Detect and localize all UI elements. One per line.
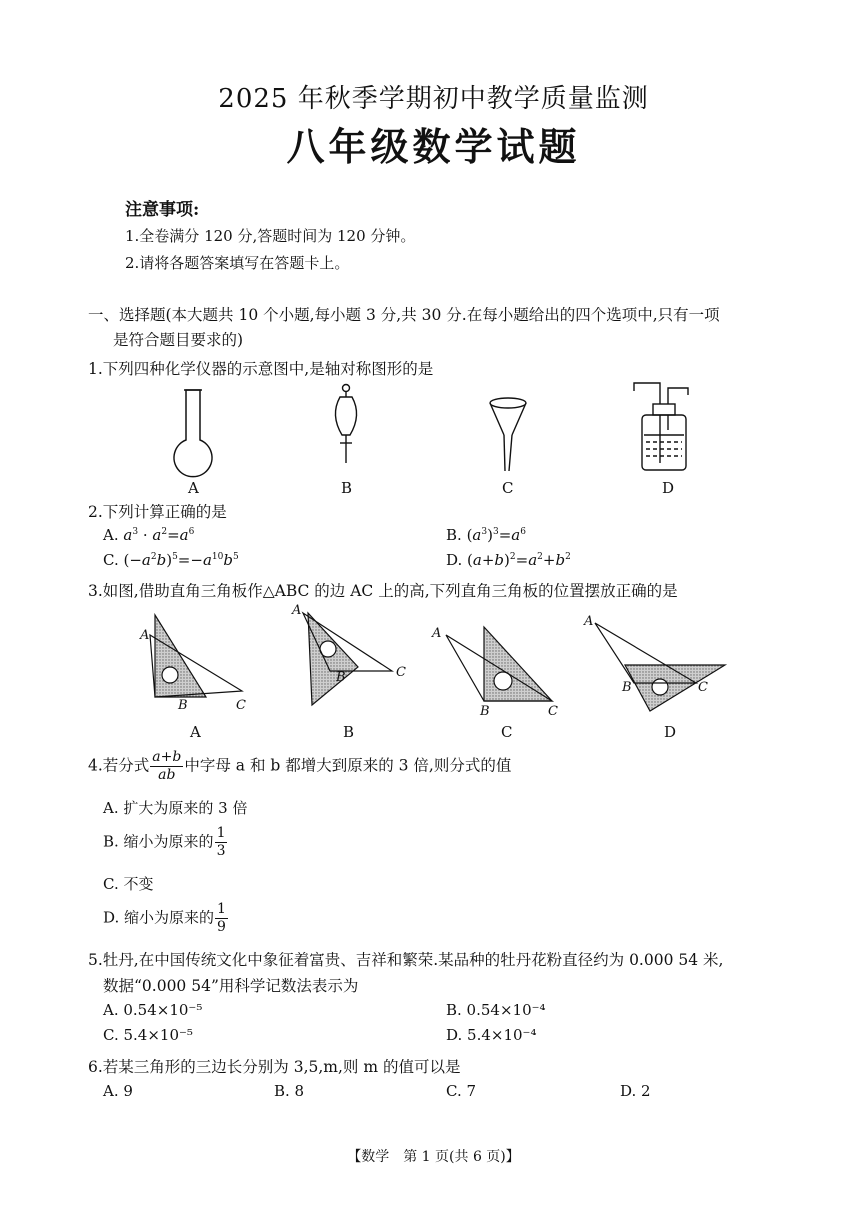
q5-option-b: B. 0.54×10⁻⁴ — [446, 1001, 546, 1019]
q1-instrument-figures — [0, 375, 867, 485]
q5-option-d: D. 5.4×10⁻⁴ — [446, 1026, 537, 1044]
section-heading: 一、选择题(本大题共 10 个小题,每小题 3 分,共 30 分.在每小题给出的四个选项中,只有一项 — [88, 306, 720, 324]
fig-b-vertex-c: C — [396, 665, 406, 680]
fig-d-vertex-c: C — [698, 680, 708, 695]
page-footer: 【数学 第 1 页(共 6 页)】 — [347, 1149, 520, 1165]
q3-label-d: D — [664, 723, 677, 741]
q1-label-d: D — [662, 479, 675, 497]
figure-b — [303, 613, 392, 705]
q2-stem: 2.下列计算正确的是 — [88, 503, 227, 521]
figure-c — [446, 627, 552, 701]
q3-stem: 3.如图,借助直角三角板作△ABC 的边 AC 上的高,下列直角三角板的位置摆放正确的是 — [88, 582, 678, 600]
fig-c-vertex-a: A — [432, 626, 442, 641]
q4-option-a: A. 扩大为原来的 3 倍 — [103, 799, 248, 817]
q1-label-b: B — [341, 479, 353, 497]
q3-triangle-figures — [0, 605, 867, 715]
q4-option-c: C. 不变 — [103, 875, 154, 893]
exam-title: 八年级数学试题 — [286, 124, 581, 169]
flask-figure — [174, 390, 212, 477]
gas-bottle-figure — [634, 383, 688, 470]
figure-a — [150, 615, 242, 697]
q2-option-d: D. $(a+b)^2=a^2+b^2$ — [446, 551, 571, 569]
q3-label-a: A — [190, 723, 201, 741]
q5-stem-line1: 5.牡丹,在中国传统文化中象征着富贵、吉祥和繁荣.某品种的牡丹花粉直径约为 0.000 54 米, — [88, 951, 724, 969]
fig-d-vertex-b: B — [622, 680, 632, 695]
q3-label-c: C — [501, 723, 513, 741]
q1-label-c: C — [502, 479, 514, 497]
funnel-figure — [490, 398, 526, 471]
fig-c-vertex-b: B — [480, 704, 490, 719]
q6-option-c: C. 7 — [446, 1082, 477, 1100]
exam-header: 2025 年秋季学期初中教学质量监测 — [218, 84, 649, 114]
q5-option-a: A. 0.54×10⁻⁵ — [103, 1001, 203, 1019]
notice-item-1: 1.全卷满分 120 分,答题时间为 120 分钟。 — [125, 227, 416, 245]
q4-option-d: D. 缩小为原来的 $\frac{1}{9}$ — [103, 901, 226, 935]
fig-d-vertex-a: A — [584, 614, 594, 629]
fig-b-vertex-b: B — [336, 670, 346, 685]
q5-stem-line2: 数据“0.000 54”用科学记数法表示为 — [103, 977, 359, 995]
q2-option-b: B. $(a^3)^3=a^6$ — [446, 526, 526, 544]
fig-b-vertex-a: A — [292, 603, 302, 618]
figure-d — [595, 623, 725, 711]
q6-option-d: D. 2 — [620, 1082, 651, 1100]
q4-option-b: B. 缩小为原来的 $\frac{1}{3}$ — [103, 825, 226, 859]
q1-label-a: A — [188, 479, 199, 497]
q6-stem: 6.若某三角形的三边长分别为 3,5,m,则 m 的值可以是 — [88, 1058, 461, 1076]
fig-a-vertex-b: B — [178, 698, 188, 713]
separatory-funnel-figure — [335, 385, 356, 464]
fig-a-vertex-c: C — [236, 698, 246, 713]
q1-stem: 1.下列四种化学仪器的示意图中,是轴对称图形的是 — [88, 360, 434, 378]
q6-option-b: B. 8 — [274, 1082, 305, 1100]
notice-heading: 注意事项: — [125, 200, 200, 220]
q2-option-c: C. $(-a^2b)^5=-a^{10}b^5$ — [103, 551, 239, 569]
q5-option-c: C. 5.4×10⁻⁵ — [103, 1026, 193, 1044]
q4-stem: 4.若分式 $\frac{a+b}{ab}$ 中字母 a 和 b 都增大到原来的 3 倍,则分式的值 — [88, 749, 512, 783]
fig-a-vertex-a: A — [140, 628, 150, 643]
notice-item-2: 2.请将各题答案填写在答题卡上。 — [125, 254, 350, 272]
q6-option-a: A. 9 — [103, 1082, 133, 1100]
section-heading-cont: 是符合题目要求的) — [113, 331, 244, 349]
fig-c-vertex-c: C — [548, 704, 558, 719]
q2-option-a: A. $a^3 \cdot a^2=a^6$ — [103, 526, 195, 544]
q3-label-b: B — [343, 723, 355, 741]
